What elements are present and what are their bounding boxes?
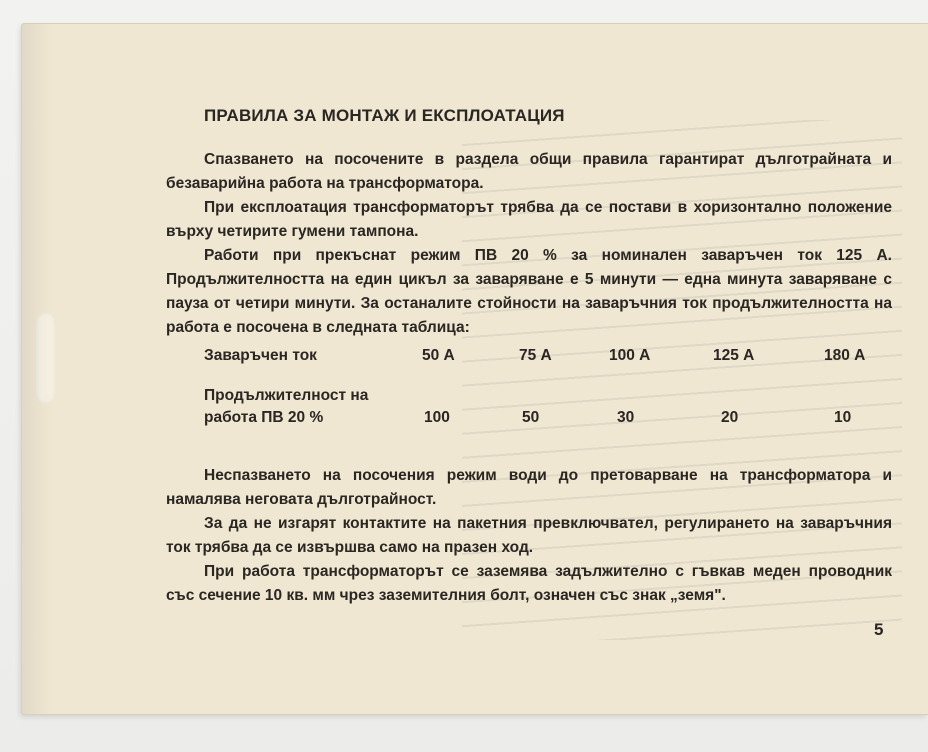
paragraph-overload-warning <box>166 464 892 512</box>
paragraph-text: При работа трансформаторът се заземява задължително с гъвкав меден проводник със сечение 10 кв. мм чрез заземителния болт, означен със знак „земя". <box>166 563 892 604</box>
paragraph-text: За да не изгарят контактите на пакетния превключвател, регулирането на заваръчния ток трябва да се извършва само на празен ход. <box>166 515 892 556</box>
current-value: 100 А <box>609 347 651 364</box>
paragraph-horizontal-position <box>166 196 892 244</box>
paragraph-text: Спазването на посочените в раздела общи правила гарантират дълготрайната и безаварийна работа на трансформатора. <box>166 151 892 192</box>
current-label: Заваръчен ток <box>204 347 317 364</box>
duration-value: 10 <box>834 409 852 426</box>
duration-value: 50 <box>522 409 540 426</box>
paragraph-text: Работи при прекъснат режим ПВ 20 % за номинален заваръчен ток 125 А. Продължителността на един цикъл за заваряване е 5 минути — една минута заваряване с пауза от четири минути. За останалите стойности на заваръчния ток продължителността на работа е посочена в следната таблица: <box>166 247 892 336</box>
current-value: 75 А <box>519 347 552 364</box>
current-value: 180 А <box>824 347 866 364</box>
section-heading: ПРАВИЛА ЗА МОНТАЖ И ЕКСПЛОАТАЦИЯ <box>204 106 565 125</box>
current-value: 125 А <box>713 347 755 364</box>
paragraph-text: Неспазването на посочения режим води до претоварване на трансформатора и намалява неговата дълготрайност. <box>166 467 892 508</box>
binding-fold <box>36 312 56 404</box>
duration-label-line-1: Продължителност на <box>204 387 369 404</box>
paragraph-text: При експлоатация трансформаторът трябва да се постави в хоризонтално положение върху четирите гумени тампона. <box>166 199 892 240</box>
duration-value: 20 <box>721 409 739 426</box>
duration-value: 30 <box>617 409 635 426</box>
current-value: 50 А <box>422 347 455 364</box>
paragraph-duty-cycle <box>166 244 892 340</box>
paragraph-grounding <box>166 560 892 608</box>
duration-label-line-2: работа ПВ 20 % <box>204 409 324 426</box>
page-number: 5 <box>874 620 884 639</box>
paragraph-general-rules <box>166 148 892 196</box>
duration-value: 100 <box>424 409 450 426</box>
paragraph-switch-regulation <box>166 512 892 560</box>
